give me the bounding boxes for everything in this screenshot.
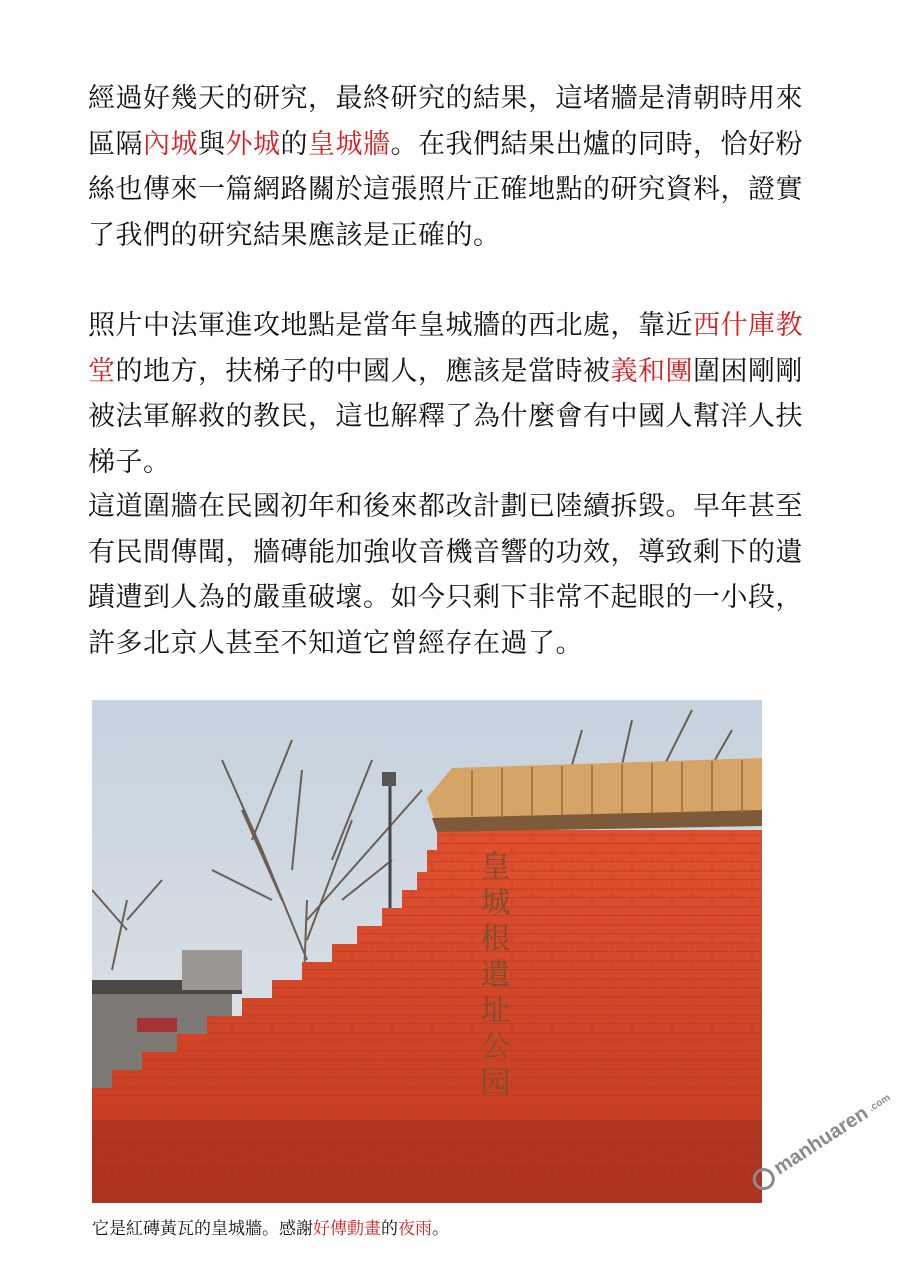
caption-text: 的 [381,1219,398,1239]
wall-inscription: 皇城根遺址公园 [474,850,510,1102]
paragraph-3 [88,484,828,666]
caption-highlight: 夜雨 [398,1219,432,1239]
site-watermark [748,1087,896,1194]
paragraph-2-highlight: 西什庫教堂 [88,310,803,387]
paragraph-2-text: 的地方，扶梯子的中國人，應該是當時被 [115,355,611,387]
paragraph-1-highlight: 外城 [225,128,281,160]
watermark-suffix: .com [866,1092,893,1115]
paragraph-1-text: 的 [280,128,308,160]
paragraph-1-text: 經過好幾天的研究，最終研究的結果，這堵牆是清朝時用來區隔 [88,83,803,160]
paragraph-2-text: 圍困剛剛被法軍解救的教民，這也解釋了為什麼會有中國人幫洋人扶梯子。 [88,355,803,478]
photo-caption [92,1217,449,1241]
paragraph-1-highlight: 皇城牆 [308,128,391,160]
paragraph-1 [88,76,828,258]
watermark-text: manhuaren [769,1102,873,1180]
imperial-wall-photo [92,700,762,1203]
paragraph-3-text: 這道圍牆在民國初年和後來都改計劃已陸續拆毀。早年甚至有民間傳聞，牆磚能加強收音機音響的功效，導致剩下的遺蹟遭到人為的嚴重破壞。如今只剩下非常不起眼的一小段，許多北京人甚至不知道它曾經存在過了。 [88,491,803,659]
paragraph-2-highlight: 義和團 [610,355,693,387]
caption-text: 它是紅磚黃瓦的皇城牆。感謝 [92,1219,313,1239]
caption-highlight: 好傳動畫 [313,1219,381,1239]
paragraph-1-highlight: 內城 [143,128,198,160]
paragraph-2 [88,303,828,485]
paragraph-2-text: 照片中法軍進攻地點是當年皇城牆的西北處，靠近 [88,310,693,341]
caption-text: 。 [432,1219,449,1239]
paragraph-1-text: 與 [198,128,226,160]
paragraph-1-text: 。在我們結果出爐的同時，恰好粉絲也傳來一篇網路關於這張照片正確地點的研究資料，證實了我們的研究結果應該是正確的。 [88,128,803,251]
